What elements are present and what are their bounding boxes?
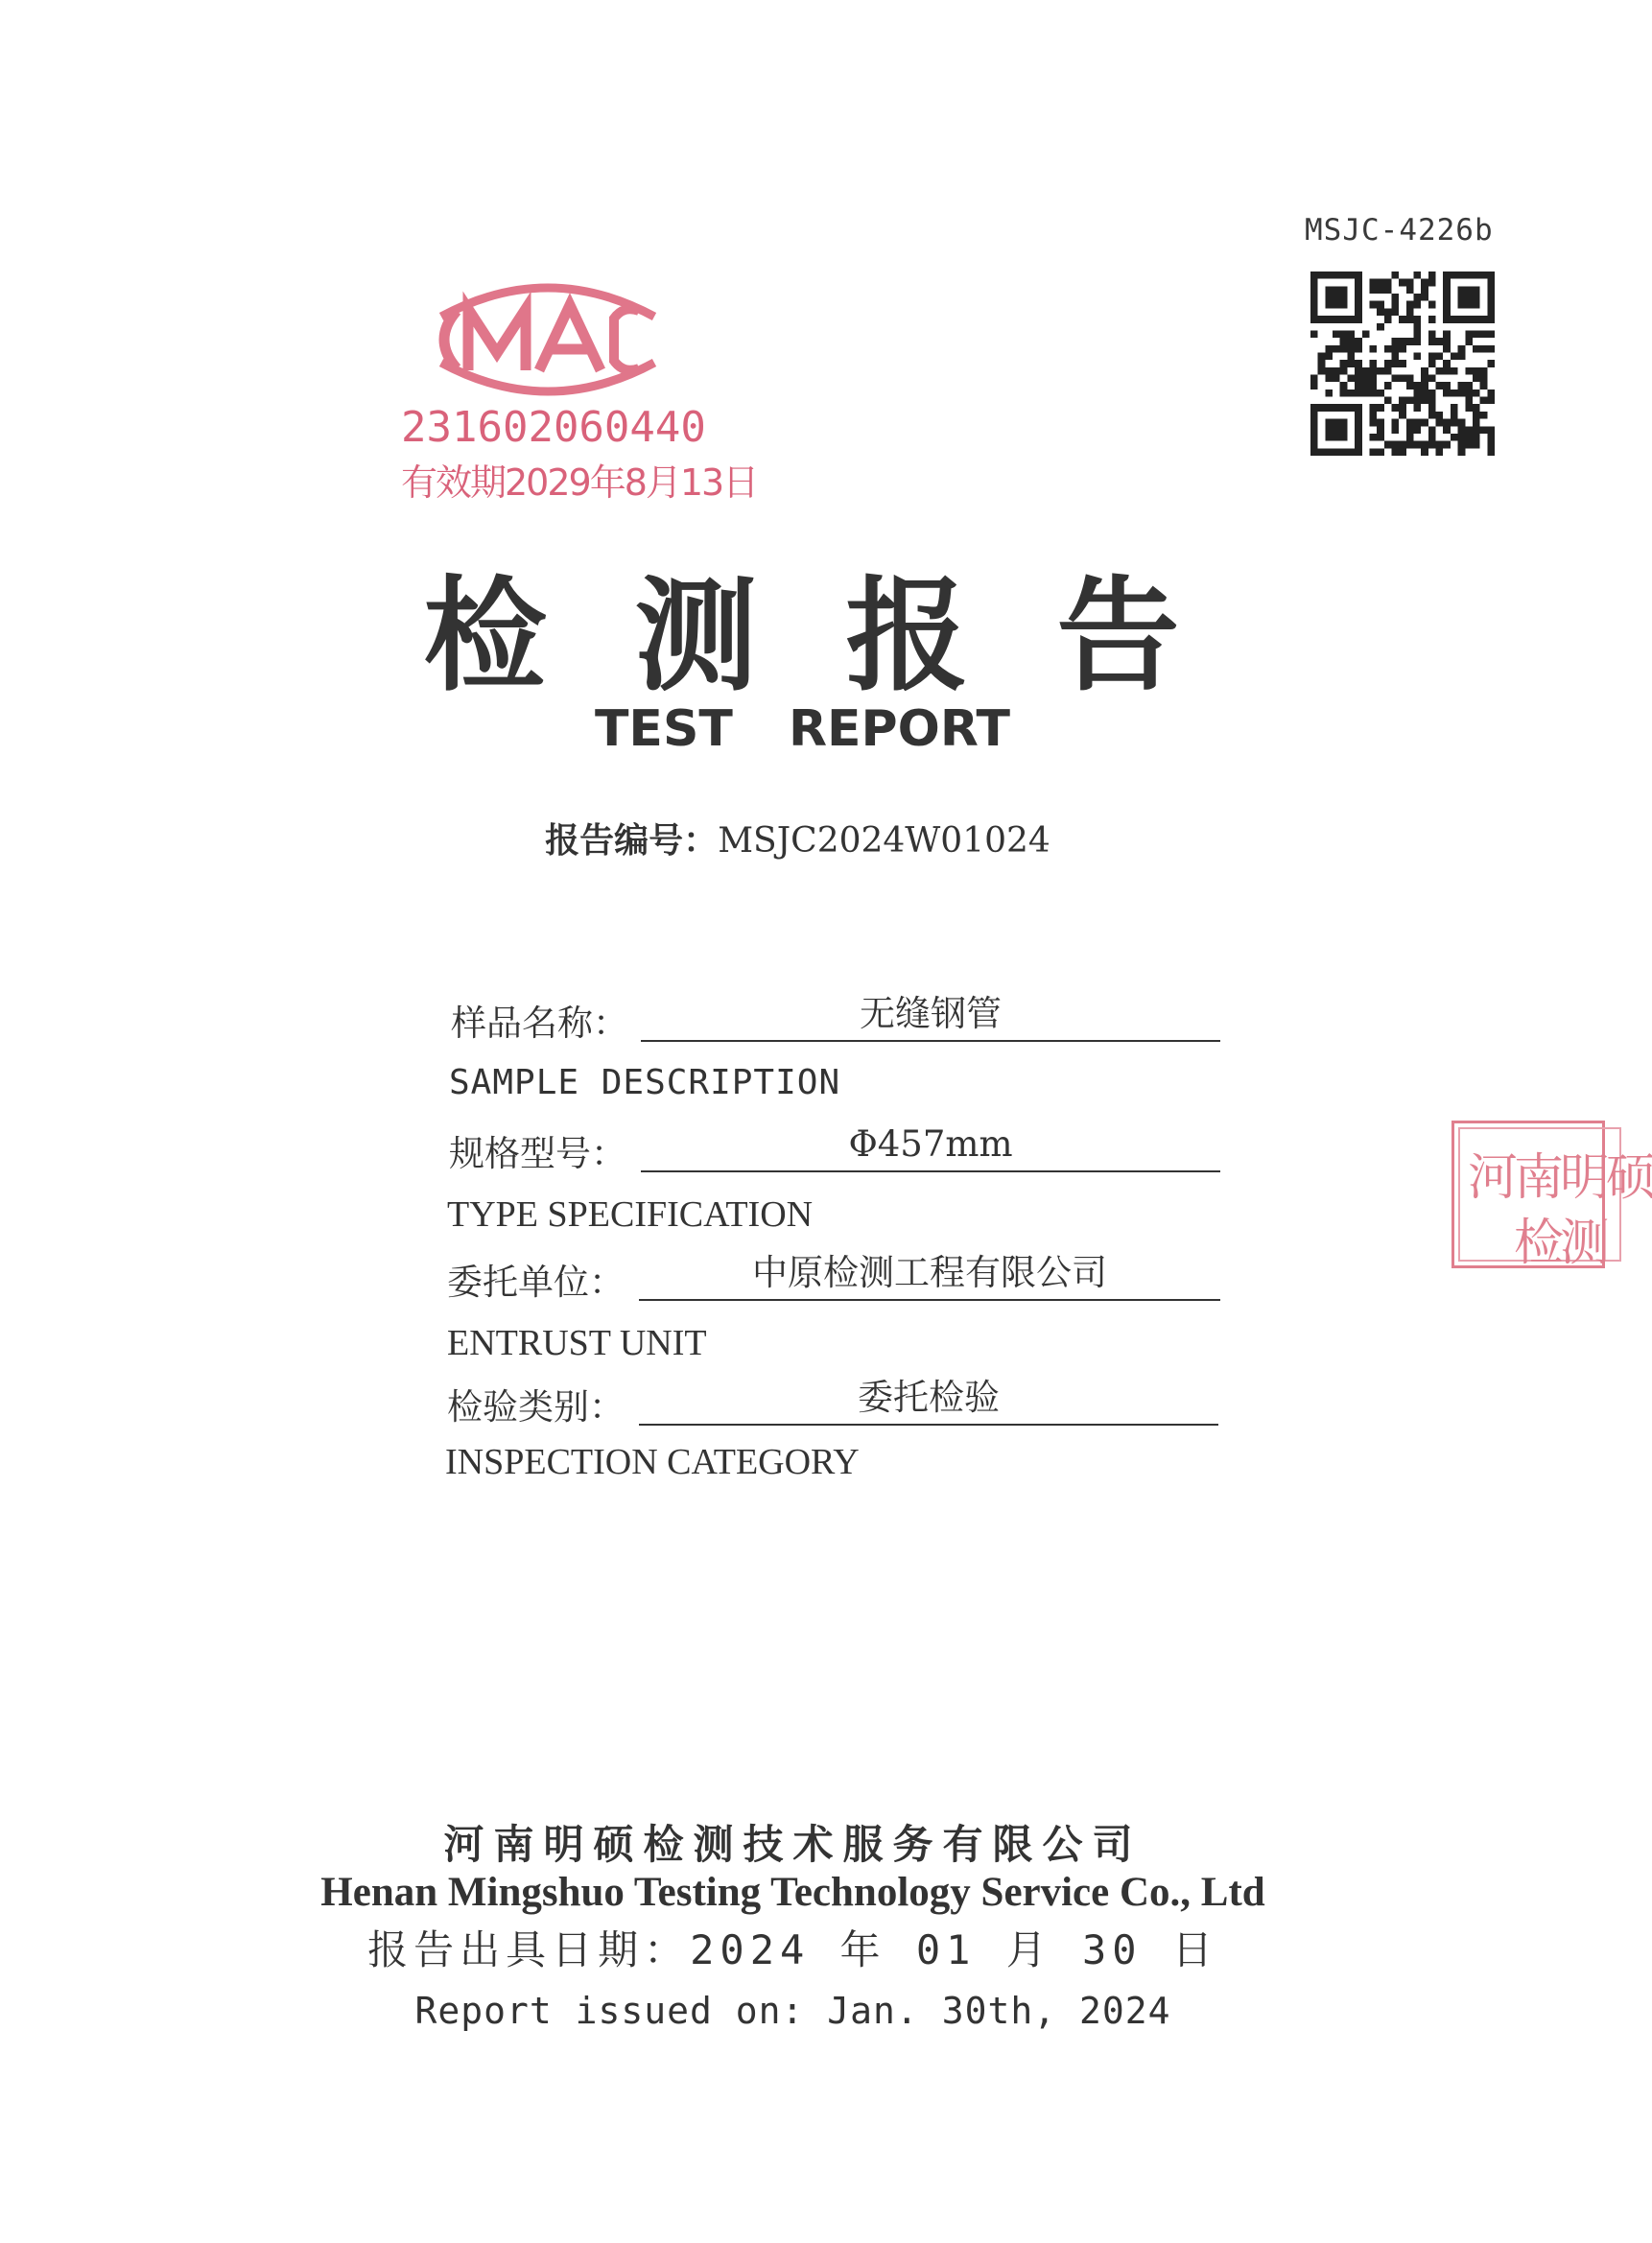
cma-certificate-number: 231602060440 <box>401 403 706 452</box>
company-name-english: Henan Mingshuo Testing Technology Service Co., Ltd <box>320 1870 1265 1915</box>
inspection-category-en-label: INSPECTION CATEGORY <box>445 1442 860 1482</box>
issue-date-chinese: 报告出具日期：2024 年 01 月 30 日 <box>367 1926 1218 1973</box>
title-chinese: 检测报告 <box>423 564 1268 708</box>
cma-validity-date: 有效期2029年8月13日 <box>401 461 758 504</box>
company-seal-fragment <box>1451 1121 1652 1272</box>
sample-name-value: 无缝钢管 <box>641 990 1220 1042</box>
entrust-unit-value: 中原检测工程有限公司 <box>639 1249 1220 1301</box>
entrust-unit-label: 委托单位： <box>447 1262 625 1303</box>
inspection-category-label: 检验类别： <box>447 1386 625 1428</box>
type-spec-value: Φ457mm <box>641 1121 1220 1172</box>
report-number <box>0 814 1586 862</box>
report-number-label: 报告编号： <box>545 821 719 861</box>
sample-name-label: 样品名称： <box>451 1003 628 1044</box>
type-spec-label: 规格型号： <box>449 1133 626 1174</box>
sample-description-label: SAMPLE DESCRIPTION <box>449 1063 841 1102</box>
qr-code-icon <box>1310 272 1495 456</box>
report-number-value: MSJC2024W01024 <box>718 821 1050 861</box>
issue-date-english: Report issued on: Jan. 30th, 2024 <box>414 1990 1171 2032</box>
document-code: MSJC-4226b <box>1305 213 1494 248</box>
type-specification-label: TYPE SPECIFICATION <box>447 1194 814 1235</box>
cma-stamp-logo <box>422 271 673 405</box>
entrust-unit-en-label: ENTRUST UNIT <box>447 1323 707 1363</box>
seal-line-1: 河南明硕 <box>1468 1149 1652 1207</box>
seal-line-2: 检测 <box>1514 1215 1607 1272</box>
title-english: TEST REPORT <box>594 700 1011 758</box>
inspection-category-value: 委托检验 <box>639 1374 1218 1426</box>
company-name-chinese: 河南明硕检测技术服务有限公司 <box>443 1821 1143 1868</box>
